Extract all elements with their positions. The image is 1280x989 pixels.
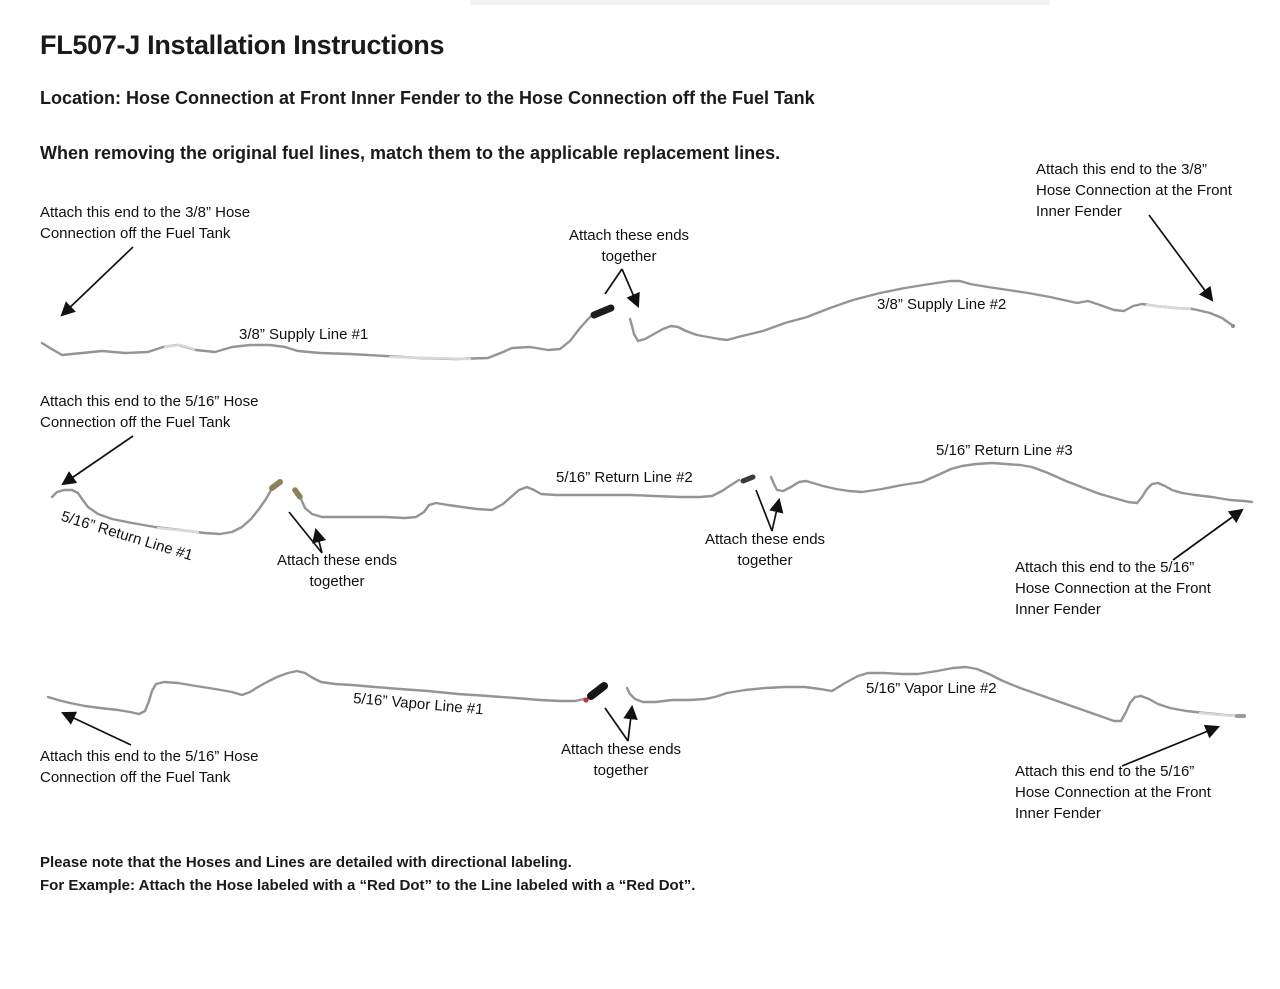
callout-return-fender: Attach this end to the 5/16” Hose Connection at the Front Inner Fender xyxy=(1015,559,1211,618)
label-supply-line-1: 3/8” Supply Line #1 xyxy=(239,326,369,343)
arrow-return-join-left xyxy=(289,512,322,553)
location-line: Location: Hose Connection at Front Inner Fender to the Hose Connection off the Fuel Tank xyxy=(40,88,815,108)
callout-return-join-left: Attach these ends together xyxy=(276,552,398,590)
return-line-2-fitting xyxy=(295,490,300,497)
return-line-3 xyxy=(771,463,1252,503)
vapor-junction-fitting xyxy=(591,686,604,696)
arrow-supply-tank-end xyxy=(62,247,133,315)
instruction-line: When removing the original fuel lines, match them to the applicable replacement lines. xyxy=(40,143,781,163)
arrow-supply-join xyxy=(605,269,638,306)
label-vapor-line-1: 5/16” Vapor Line #1 xyxy=(352,690,485,719)
callout-supply-tank: Attach this end to the 3/8” Hose Connection off the Fuel Tank xyxy=(40,204,251,242)
callout-vapor-join: Attach these ends together xyxy=(560,741,682,779)
arrow-supply-fender-end xyxy=(1149,215,1212,300)
vapor-line-1 xyxy=(48,671,584,714)
footnote-line-1: Please note that the Hoses and Lines are detailed with directional labeling. xyxy=(40,854,572,871)
footnote xyxy=(40,851,695,897)
arrow-vapor-tank-end xyxy=(63,713,131,745)
callout-supply-fender: Attach this end to the 3/8” Hose Connection at the Front Inner Fender xyxy=(1036,161,1232,220)
label-return-line-1: 5/16” Return Line #1 xyxy=(59,508,195,565)
return-junction-fitting xyxy=(743,477,753,481)
return-line-1-fitting xyxy=(272,482,280,488)
callout-supply-join: Attach these ends together xyxy=(568,227,690,265)
label-return-line-2: 5/16” Return Line #2 xyxy=(556,469,693,486)
callout-return-tank: Attach this end to the 5/16” Hose Connection off the Fuel Tank xyxy=(40,393,259,431)
label-return-line-3: 5/16” Return Line #3 xyxy=(936,442,1073,459)
label-supply-line-2: 3/8” Supply Line #2 xyxy=(877,296,1007,313)
arrow-return-join-right xyxy=(756,490,779,531)
supply-junction-fitting xyxy=(594,308,611,315)
arrow-vapor-join xyxy=(605,707,632,741)
callout-vapor-tank: Attach this end to the 5/16” Hose Connection off the Fuel Tank xyxy=(40,748,259,786)
page-title: FL507-J Installation Instructions xyxy=(40,30,445,60)
arrow-return-fender-end xyxy=(1173,510,1242,560)
callout-return-join-right: Attach these ends together xyxy=(704,531,826,569)
footnote-line-2: For Example: Attach the Hose labeled with a “Red Dot” to the Line labeled with a “Red Dot”. xyxy=(40,877,696,894)
label-vapor-line-2: 5/16” Vapor Line #2 xyxy=(866,680,997,697)
arrow-return-tank-end xyxy=(63,436,133,484)
callout-vapor-fender: Attach this end to the 5/16” Hose Connection at the Front Inner Fender xyxy=(1015,763,1211,822)
